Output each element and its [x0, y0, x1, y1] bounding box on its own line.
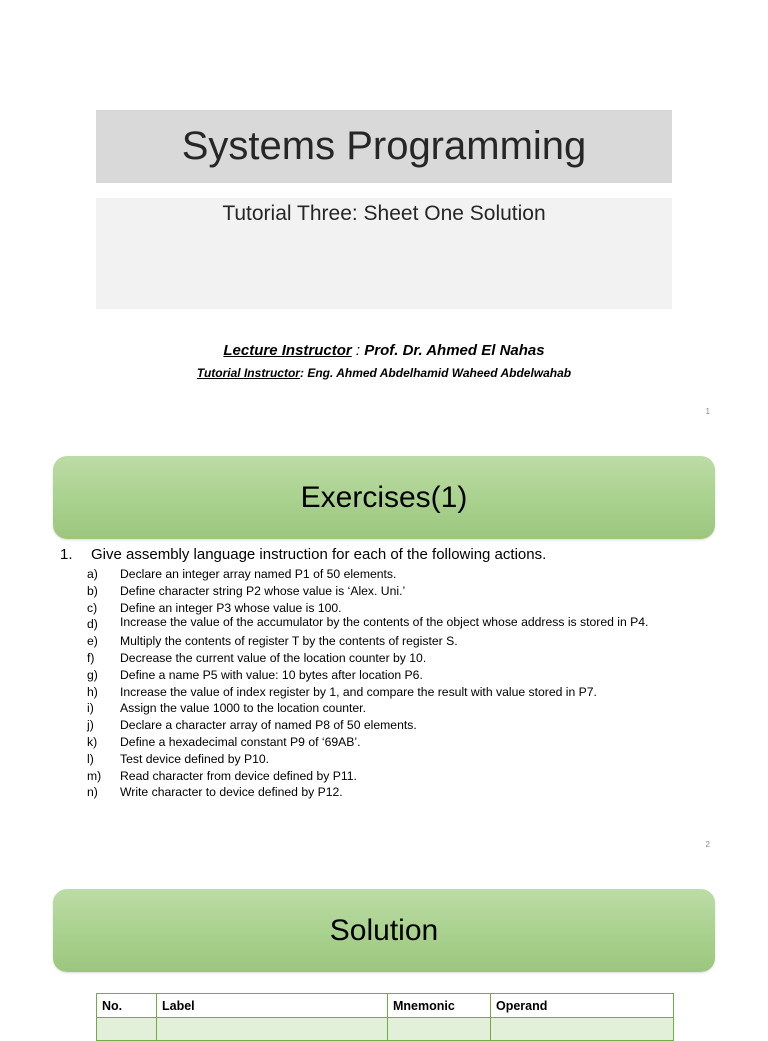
item-text: Declare a character array of named P8 of 50 elements.: [120, 718, 417, 733]
column-header-operand: Operand: [491, 994, 674, 1018]
item-text: Declare an integer array named P1 of 50 elements.: [120, 567, 397, 581]
item-text: Define character string P2 whose value is ‘Alex. Uni.’: [120, 583, 406, 598]
item-text: Decrease the current value of the location counter by 10.: [120, 650, 427, 665]
item-text: Test device defined by P10.: [120, 751, 270, 766]
item-text: Define an integer P3 whose value is 100.: [120, 600, 342, 615]
item-letter: k): [87, 734, 98, 749]
list-item: [87, 566, 712, 583]
exercises-slide: [0, 432, 768, 864]
item-text: Multiply the contents of register T by the contents of register S.: [120, 634, 458, 649]
list-item: [87, 700, 712, 717]
tutorial-instructor-line: [0, 366, 768, 380]
page-number: 2: [705, 840, 710, 849]
item-letter: g): [87, 667, 98, 682]
item-text: Write character to device defined by P12.: [120, 785, 343, 800]
item-letter: n): [87, 785, 98, 800]
list-item: [87, 583, 712, 600]
item-letter: j): [87, 718, 94, 733]
list-item: [87, 650, 712, 667]
lecture-instructor-line: [0, 342, 768, 359]
column-header-mnemonic: Mnemonic: [388, 994, 491, 1018]
column-header-no: No.: [97, 994, 157, 1018]
list-item: [87, 768, 712, 785]
question-heading: [60, 546, 720, 563]
item-letter: a): [87, 567, 98, 581]
table-cell: [157, 1018, 388, 1041]
list-item: [87, 633, 712, 650]
item-letter: c): [87, 600, 98, 615]
solution-table: [96, 993, 674, 1041]
title-slide: [0, 0, 768, 432]
table-row: [97, 1018, 674, 1041]
item-text: Read character from device defined by P11.: [120, 768, 357, 783]
table-cell: [388, 1018, 491, 1041]
item-letter: i): [87, 701, 94, 716]
solution-banner: Solution: [53, 889, 715, 972]
list-item: [87, 734, 712, 751]
tutorial-instructor-label: Tutorial Instructor: [196, 366, 300, 380]
list-item: [87, 717, 712, 734]
lecture-instructor-name: Prof. Dr. Ahmed El Nahas: [364, 342, 545, 359]
item-text: Define a name P5 with value: 10 bytes after location P6.: [120, 667, 423, 682]
list-item: [87, 616, 712, 633]
item-letter: b): [87, 583, 98, 598]
list-item: [87, 600, 712, 617]
item-text: Assign the value 1000 to the location counter.: [120, 701, 366, 716]
column-header-label: Label: [157, 994, 388, 1018]
lecture-instructor-label: Lecture Instructor: [223, 342, 352, 359]
exercises-banner: Exercises(1): [53, 456, 715, 539]
item-letter: f): [87, 650, 95, 665]
item-text: Increase the value of index register by 1, and compare the result with value stored in P7.: [120, 684, 597, 699]
solution-slide: [0, 864, 768, 1024]
item-letter: m): [87, 768, 102, 783]
action-list: [87, 566, 712, 801]
table-header-row: [97, 994, 674, 1018]
item-letter: h): [87, 684, 98, 699]
question-text: Give assembly language instruction for each of the following actions.: [91, 546, 547, 563]
item-letter: e): [87, 634, 98, 649]
item-text: Increase the value of the accumulator by the contents of the object whose address is stored in P4.: [120, 615, 649, 630]
tutorial-instructor-name: : Eng. Ahmed Abdelhamid Waheed Abdelwahab: [299, 366, 572, 380]
table-cell: [491, 1018, 674, 1041]
table-cell: [97, 1018, 157, 1041]
list-item: [87, 667, 712, 684]
lecture-separator: :: [351, 342, 365, 359]
item-letter: l): [87, 751, 94, 766]
item-text: Define a hexadecimal constant P9 of ‘69AB’.: [120, 734, 361, 749]
question-number: 1.: [60, 546, 73, 563]
page-number: 1: [705, 407, 710, 416]
slide-subtitle: Tutorial Three: Sheet One Solution: [96, 198, 672, 309]
list-item: [87, 784, 712, 801]
item-letter: d): [87, 617, 98, 632]
slide-title: Systems Programming: [96, 110, 672, 183]
list-item: [87, 684, 712, 701]
list-item: [87, 751, 712, 768]
